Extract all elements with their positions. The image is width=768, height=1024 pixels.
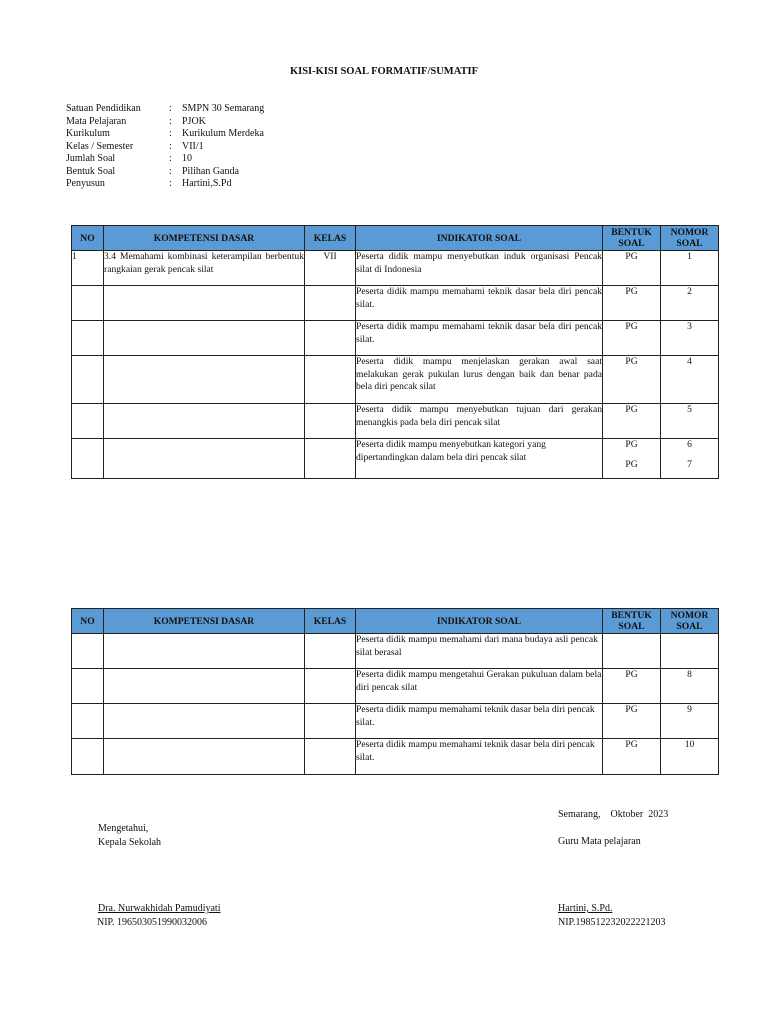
cell-no xyxy=(72,669,104,704)
cell-nomor: 3 xyxy=(661,321,719,356)
header-kompetensi: KOMPETENSI DASAR xyxy=(104,609,305,634)
mengetahui-label: Mengetahui, xyxy=(98,823,149,834)
cell-indikator: Peserta didik mampu menjelaskan gerakan awal saat melakukan gerak pukulan lurus dengan baik dan benar pada bela diri pencak silat xyxy=(356,356,603,404)
cell-nomor: 5 xyxy=(661,404,719,439)
header-nomor-line1: NOMOR xyxy=(670,610,709,621)
info-value: Hartini,S.Pd xyxy=(182,178,232,189)
info-row xyxy=(66,141,264,154)
header-bentuk-line1: BENTUK xyxy=(611,610,652,621)
header-kelas: KELAS xyxy=(305,226,356,251)
header-kelas: KELAS xyxy=(305,609,356,634)
cell-nomor xyxy=(661,634,719,669)
header-bentuk xyxy=(603,226,661,251)
identity-block xyxy=(66,103,264,191)
cell-kelas: VII xyxy=(305,251,356,286)
header-bentuk xyxy=(603,609,661,634)
table-row xyxy=(72,321,719,356)
cell-bentuk-b: PG xyxy=(625,458,638,470)
document-title: KISI-KISI SOAL FORMATIF/SUMATIF xyxy=(289,66,479,77)
cell-nomor: 1 xyxy=(661,251,719,286)
cell-bentuk: PG xyxy=(603,356,661,404)
head-signature-block xyxy=(98,902,220,929)
cell-no xyxy=(72,739,104,775)
kepala-sekolah-label: Kepala Sekolah xyxy=(98,836,162,848)
info-label: Kurikulum xyxy=(66,128,110,139)
cell-nomor: 2 xyxy=(661,286,719,321)
cell-kompetensi xyxy=(104,669,305,704)
acknowledgement-block xyxy=(98,822,161,849)
cell-no xyxy=(72,321,104,356)
info-colon: : xyxy=(169,115,172,127)
grid-table-1 xyxy=(71,225,719,479)
cell-indikator: Peserta didik mampu menyebutkan induk organisasi Pencak silat di Indonesia xyxy=(356,251,603,286)
cell-kelas xyxy=(305,356,356,404)
info-colon: : xyxy=(169,165,172,177)
cell-kompetensi xyxy=(104,356,305,404)
info-colon: : xyxy=(169,103,172,114)
info-row xyxy=(66,178,264,191)
cell-bentuk xyxy=(603,439,661,479)
info-label: Kelas / Semester xyxy=(66,140,134,152)
info-colon: : xyxy=(169,178,172,189)
info-colon: : xyxy=(169,128,172,139)
cell-bentuk: PG xyxy=(603,669,661,704)
cell-kelas xyxy=(305,439,356,479)
cell-kompetensi xyxy=(104,321,305,356)
table-row xyxy=(72,704,719,739)
info-colon: : xyxy=(169,140,172,152)
info-value: SMPN 30 Semarang xyxy=(182,103,265,114)
info-label: Mata Pelajaran xyxy=(66,115,127,127)
info-colon: : xyxy=(169,153,172,164)
cell-nomor: 9 xyxy=(661,704,719,739)
info-label: Penyusun xyxy=(66,178,105,189)
grid-table-2 xyxy=(71,608,719,775)
header-bentuk-line2: SOAL xyxy=(618,621,645,632)
info-row xyxy=(66,103,264,116)
place-date: Semarang, Oktober 2023 xyxy=(558,809,669,820)
cell-nomor: 8 xyxy=(661,669,719,704)
table-row xyxy=(72,634,719,669)
info-value: Kurikulum Merdeka xyxy=(182,128,264,139)
cell-kompetensi: 3.4 Memahami kombinasi keterampilan berbentuk rangkaian gerak pencak silat xyxy=(104,251,305,286)
cell-no: 1 xyxy=(72,251,104,286)
header-indikator: INDIKATOR SOAL xyxy=(356,226,603,251)
cell-kompetensi xyxy=(104,404,305,439)
cell-bentuk: PG xyxy=(603,404,661,439)
info-value: PJOK xyxy=(182,115,206,127)
cell-bentuk: PG xyxy=(603,251,661,286)
info-row xyxy=(66,116,264,129)
header-bentuk-line2: SOAL xyxy=(618,238,645,249)
table-row xyxy=(72,286,719,321)
cell-no xyxy=(72,356,104,404)
info-row xyxy=(66,166,264,179)
info-row xyxy=(66,128,264,141)
cell-kompetensi xyxy=(104,739,305,775)
cell-indikator: Peserta didik mampu memahami teknik dasar bela diri pencak silat. xyxy=(356,739,603,775)
teacher-name: Hartini, S.Pd. xyxy=(558,903,613,914)
info-label: Bentuk Soal xyxy=(66,165,116,177)
head-name: Dra. Nurwakhidah Pamudiyati xyxy=(98,903,221,914)
guru-label: Guru Mata pelajaran xyxy=(558,836,641,847)
cell-kelas xyxy=(305,704,356,739)
cell-indikator: Peserta didik mampu mengetahui Gerakan pukuluan dalam bela diri pencak silat xyxy=(356,669,603,704)
table-row xyxy=(72,404,719,439)
header-kompetensi: KOMPETENSI DASAR xyxy=(104,226,305,251)
cell-nomor: 10 xyxy=(661,739,719,775)
table-row xyxy=(72,739,719,775)
info-label: Satuan Pendidikan xyxy=(66,103,141,114)
cell-indikator: Peserta didik mampu memahami teknik dasar bela diri pencak silat. xyxy=(356,321,603,356)
info-row xyxy=(66,153,264,166)
head-nip: NIP. 196503051990032006 xyxy=(97,916,208,928)
cell-bentuk: PG xyxy=(603,739,661,775)
cell-kompetensi xyxy=(104,286,305,321)
cell-indikator: Peserta didik mampu memahami teknik dasar bela diri pencak silat. xyxy=(356,286,603,321)
cell-indikator: Peserta didik mampu memahami teknik dasar bela diri pencak silat. xyxy=(356,704,603,739)
cell-indikator: Peserta didik mampu memahami dari mana budaya asli pencak silat berasal xyxy=(356,634,603,669)
cell-kompetensi xyxy=(104,439,305,479)
teacher-nip: NIP.198512232022221203 xyxy=(558,916,666,928)
cell-kelas xyxy=(305,321,356,356)
cell-nomor-b: 7 xyxy=(687,458,692,470)
cell-kelas xyxy=(305,404,356,439)
cell-bentuk xyxy=(603,634,661,669)
cell-kompetensi xyxy=(104,704,305,739)
cell-indikator: Peserta didik mampu menyebutkan tujuan dari gerakan menangkis pada bela diri pencak silat xyxy=(356,404,603,439)
table-header-row xyxy=(72,226,719,251)
info-value: 10 xyxy=(182,153,192,164)
header-no: NO xyxy=(72,226,104,251)
table-row xyxy=(72,356,719,404)
cell-kelas xyxy=(305,669,356,704)
header-nomor-line2: SOAL xyxy=(676,238,703,249)
table-row xyxy=(72,669,719,704)
cell-no xyxy=(72,634,104,669)
table-row xyxy=(72,439,719,479)
cell-bentuk-a: PG xyxy=(625,439,638,450)
cell-bentuk: PG xyxy=(603,286,661,321)
cell-nomor xyxy=(661,439,719,479)
table-header-row xyxy=(72,609,719,634)
cell-kompetensi xyxy=(104,634,305,669)
cell-no xyxy=(72,439,104,479)
cell-indikator: Peserta didik mampu menyebutkan kategori yang dipertandingkan dalam bela diri pencak silat xyxy=(356,439,603,479)
header-no: NO xyxy=(72,609,104,634)
info-value: Pilihan Ganda xyxy=(182,165,239,177)
info-value: VII/1 xyxy=(182,140,204,152)
teacher-signature-block xyxy=(558,902,666,929)
cell-nomor: 4 xyxy=(661,356,719,404)
header-nomor-line2: SOAL xyxy=(676,621,703,632)
table-row xyxy=(72,251,719,286)
cell-kelas xyxy=(305,286,356,321)
header-nomor xyxy=(661,609,719,634)
cell-bentuk: PG xyxy=(603,321,661,356)
cell-no xyxy=(72,704,104,739)
cell-bentuk: PG xyxy=(603,704,661,739)
header-indikator: INDIKATOR SOAL xyxy=(356,609,603,634)
header-bentuk-line1: BENTUK xyxy=(611,227,652,238)
cell-kelas xyxy=(305,739,356,775)
header-nomor xyxy=(661,226,719,251)
cell-no xyxy=(72,286,104,321)
cell-nomor-a: 6 xyxy=(687,439,692,450)
cell-kelas xyxy=(305,634,356,669)
header-nomor-line1: NOMOR xyxy=(670,227,709,238)
cell-no xyxy=(72,404,104,439)
info-label: Jumlah Soal xyxy=(66,153,116,164)
